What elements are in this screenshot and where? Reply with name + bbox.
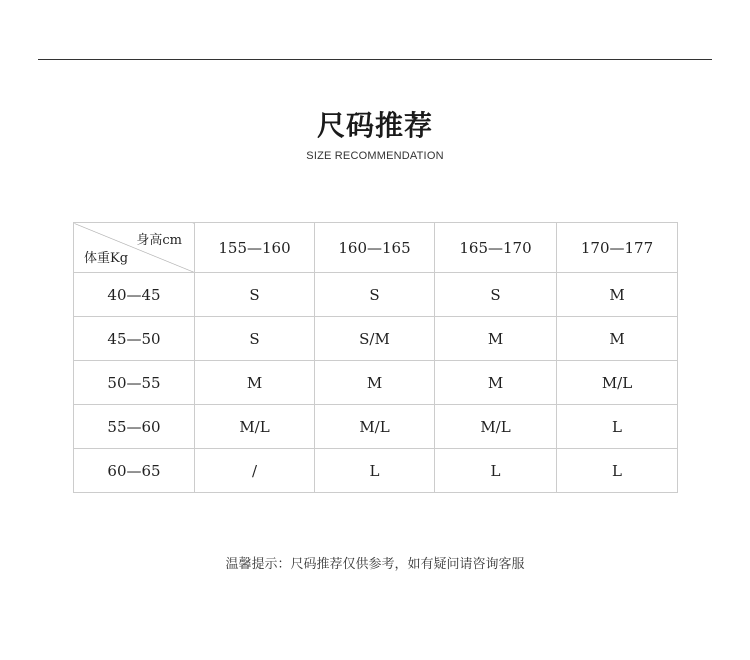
size-cell: L (557, 405, 678, 449)
table-corner-cell (74, 223, 195, 273)
size-cell: S/M (315, 317, 435, 361)
weight-row-header: 50—55 (74, 361, 195, 405)
height-column-header: 160—165 (315, 223, 435, 273)
size-cell: M/L (195, 405, 315, 449)
size-cell: M/L (435, 405, 557, 449)
height-column-header: 155—160 (195, 223, 315, 273)
table-row (74, 273, 678, 317)
size-cell: M (195, 361, 315, 405)
top-divider (38, 59, 712, 60)
size-cell: S (195, 317, 315, 361)
table-row (74, 361, 678, 405)
size-cell: M (435, 361, 557, 405)
weight-row-header: 45—50 (74, 317, 195, 361)
table-row (74, 449, 678, 493)
weight-axis-label: 体重Kg (84, 251, 129, 266)
height-axis-label: 身高cm (136, 233, 182, 248)
table-header-row (74, 223, 678, 273)
size-cell: S (195, 273, 315, 317)
size-cell: / (195, 449, 315, 493)
size-cell: S (435, 273, 557, 317)
table-row (74, 317, 678, 361)
footer-note: 温馨提示：尺码推荐仅供参考，如有疑问请咨询客服 (225, 557, 525, 572)
size-cell: M (315, 361, 435, 405)
weight-row-header: 60—65 (74, 449, 195, 493)
size-cell: L (435, 449, 557, 493)
height-column-header: 165—170 (435, 223, 557, 273)
size-cell: M (557, 317, 678, 361)
size-chart-table (73, 222, 678, 493)
height-column-header: 170—177 (557, 223, 678, 273)
size-cell: M/L (557, 361, 678, 405)
size-cell: M (435, 317, 557, 361)
size-cell: L (557, 449, 678, 493)
page-title: 尺码推荐 (316, 109, 433, 142)
size-cell: S (315, 273, 435, 317)
page-subtitle: SIZE RECOMMENDATION (306, 150, 444, 162)
weight-row-header: 40—45 (74, 273, 195, 317)
size-cell: M (557, 273, 678, 317)
table-row (74, 405, 678, 449)
weight-row-header: 55—60 (74, 405, 195, 449)
size-cell: L (315, 449, 435, 493)
size-cell: M/L (315, 405, 435, 449)
